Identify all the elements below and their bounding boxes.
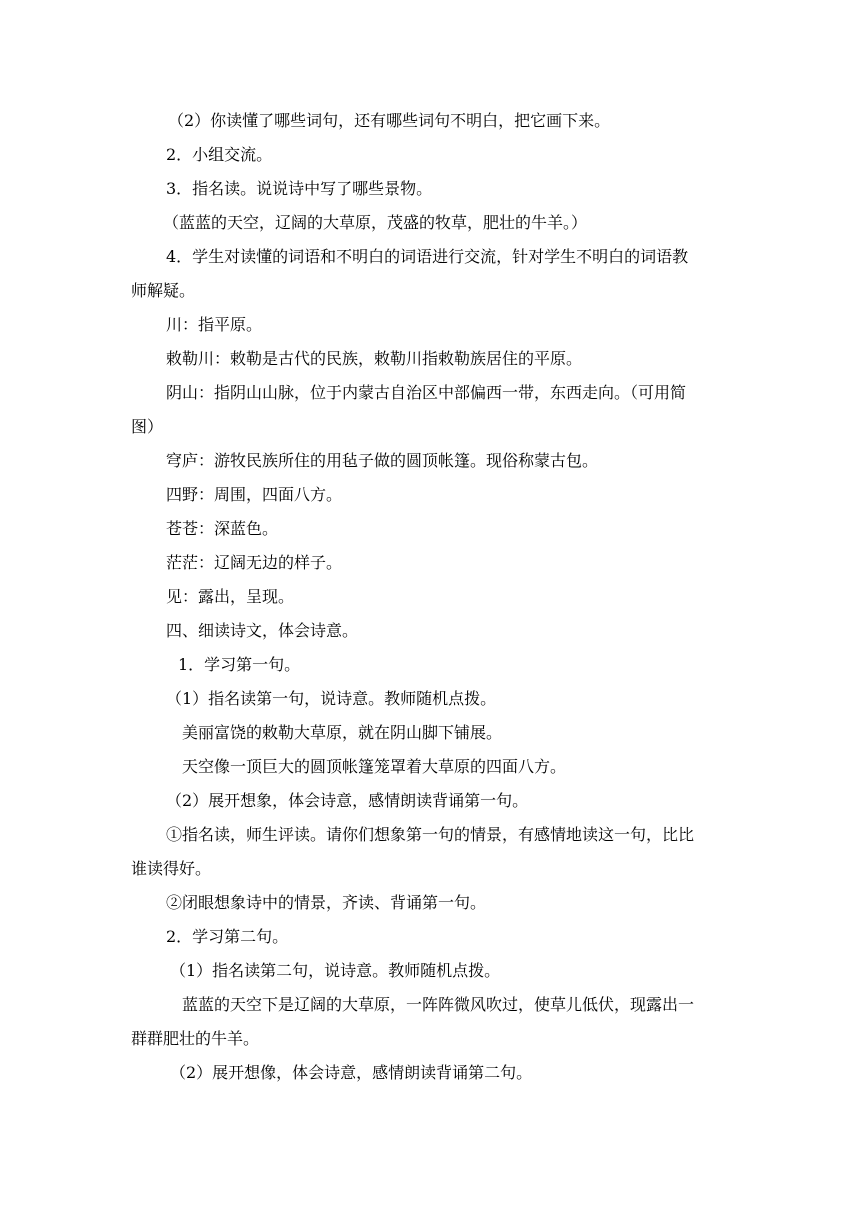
text-line: 阴山：指阴山山脉，位于内蒙古自治区中部偏西一带，东西走向。（可用简 — [166, 383, 687, 402]
text-line: （2）展开想像，体会诗意，感情朗读背诵第二句。 — [170, 1063, 533, 1082]
text-line: 1．学习第一句。 — [178, 655, 301, 674]
section-heading: 四、细读诗文，体会诗意。 — [166, 621, 359, 640]
text-line: 美丽富饶的敕勒大草原，就在阴山脚下铺展。 — [182, 723, 503, 742]
text-line: 群群肥壮的牛羊。 — [131, 1029, 260, 1048]
text-line: 穹庐：游牧民族所住的用毡子做的圆顶帐篷。现俗称蒙古包。 — [166, 451, 599, 470]
text-line: （2）展开想象，体会诗意，感情朗读背诵第一句。 — [166, 791, 529, 810]
text-line: ②闭眼想象诗中的情景，齐读、背诵第一句。 — [166, 893, 487, 912]
text-line: 图） — [131, 417, 164, 436]
text-line: 3．指名读。说说诗中写了哪些景物。 — [166, 179, 433, 198]
text-line: 茫茫：辽阔无边的样子。 — [166, 553, 343, 572]
text-line: 4．学生对读懂的词语和不明白的词语进行交流，针对学生不明白的词语教 — [166, 247, 689, 266]
text-line: 川：指平原。 — [166, 315, 263, 334]
text-line: 敕勒川：敕勒是古代的民族，敕勒川指敕勒族居住的平原。 — [166, 349, 583, 368]
text-line: 2．学习第二句。 — [166, 927, 289, 946]
text-line: 见：露出，呈现。 — [166, 587, 295, 606]
text-line: （蓝蓝的天空，辽阔的大草原，茂盛的牧草，肥壮的牛羊。） — [163, 213, 588, 232]
text-line: （2）你读懂了哪些词句，还有哪些词句不明白，把它画下来。 — [168, 111, 611, 130]
text-line: （1）指名读第一句，说诗意。教师随机点拨。 — [166, 689, 497, 708]
text-line: 天空像一顶巨大的圆顶帐篷笼罩着大草原的四面八方。 — [182, 757, 567, 776]
text-line: ①指名读，师生评读。请你们想象第一句的情景，有感情地读这一句，比比 — [166, 825, 695, 844]
text-line: 蓝蓝的天空下是辽阔的大草原，一阵阵微风吹过，使草儿低伏，现露出一 — [182, 995, 695, 1014]
text-line: 四野：周围，四面八方。 — [166, 485, 343, 504]
text-line: 苍苍：深蓝色。 — [166, 519, 279, 538]
text-line: 谁读得好。 — [131, 859, 212, 878]
text-line: （1）指名读第二句，说诗意。教师随机点拨。 — [170, 961, 501, 980]
text-line: 2．小组交流。 — [166, 145, 273, 164]
text-line: 师解疑。 — [131, 281, 196, 300]
